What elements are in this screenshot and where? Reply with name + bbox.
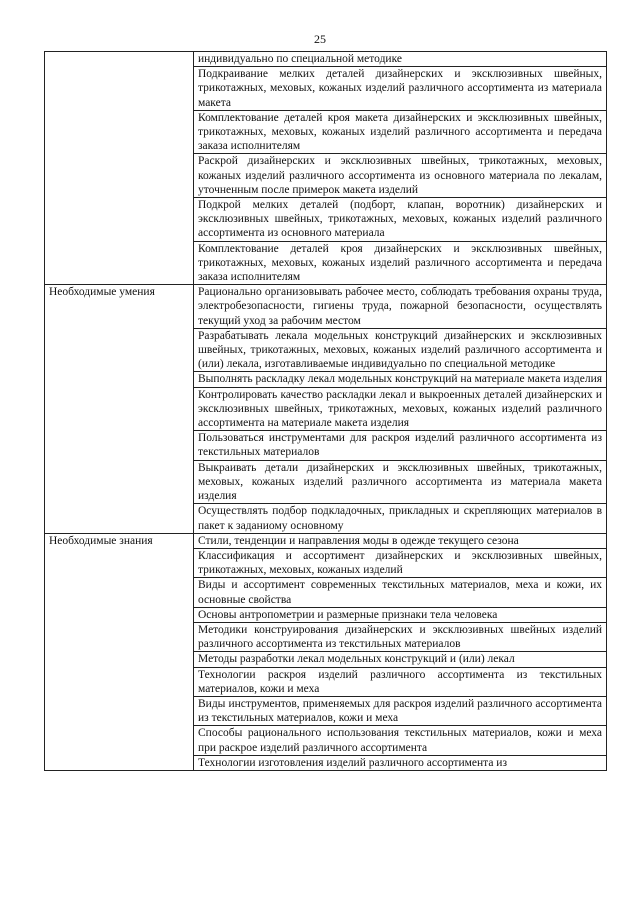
table-row bbox=[45, 52, 607, 67]
requirement-text: Осуществлять подбор подкладочных, прикладных и скрепляющих материалов в пакет к заданиому основному bbox=[198, 505, 602, 532]
requirement-cell bbox=[194, 533, 607, 548]
requirements-table bbox=[44, 51, 607, 771]
requirement-text: Методики конструирования дизайнерских и эксклюзивных швейных изделий различного ассортимента из текстильных материалов bbox=[198, 623, 602, 651]
requirement-cell bbox=[194, 460, 607, 504]
page-number: 25 bbox=[314, 32, 326, 46]
table-row bbox=[45, 285, 607, 329]
requirement-cell bbox=[194, 622, 607, 651]
requirement-text: Виды и ассортимент современных текстильных материалов, меха и кожи, их основные свойства bbox=[198, 579, 602, 606]
requirement-cell bbox=[194, 110, 607, 154]
requirement-text: Стили, тенденции и направления моды в одежде текущего сезона bbox=[198, 534, 519, 547]
requirement-cell bbox=[194, 578, 607, 607]
requirements-table-body bbox=[45, 52, 607, 771]
requirement-cell bbox=[194, 548, 607, 577]
section-label: Необходимые знания bbox=[45, 533, 194, 770]
requirement-cell bbox=[194, 52, 607, 67]
section-label bbox=[45, 52, 194, 285]
requirement-cell bbox=[194, 431, 607, 460]
requirement-text: Раскрой дизайнерских и эксклюзивных швейных, трикотажных, меховых, кожаных изделий различного ассортимента из основного материала по лекалам, уточненным после примерок макета изделий bbox=[198, 155, 602, 196]
section-label: Необходимые умения bbox=[45, 285, 194, 533]
requirement-cell bbox=[194, 726, 607, 755]
requirement-cell bbox=[194, 154, 607, 198]
requirement-text: Комплектование деталей кроя дизайнерских и эксклюзивных швейных, трикотажных, меховых, кожаных изделий различного ассортимента и передача заказа исполнителям bbox=[198, 242, 602, 284]
requirement-cell bbox=[194, 241, 607, 285]
requirement-text: Контролировать качество раскладки лекал и выкроенных деталей дизайнерских и эксклюзивных швейных, трикотажных, меховых, кожаных изделий различного ассортимента на материале макета изделия bbox=[198, 388, 602, 430]
requirement-text: Подкрой мелких деталей (подборт, клапан, воротник) дизайнерских и эксклюзивных швейных, трикотажных, меховых, кожаных изделий различного ассортимента из основного материала bbox=[198, 199, 602, 240]
requirement-cell bbox=[194, 696, 607, 725]
requirement-cell bbox=[194, 372, 607, 387]
requirement-text: индивидуально по специальной методике bbox=[198, 53, 402, 65]
requirement-cell bbox=[194, 607, 607, 622]
requirement-text: Способы рационального использования текстильных материалов, кожи и меха при раскрое изделий различного ассортимента bbox=[198, 727, 602, 754]
requirement-cell bbox=[194, 387, 607, 431]
requirement-cell bbox=[194, 504, 607, 533]
requirement-text: Технологии изготовления изделий различного ассортимента из bbox=[198, 756, 507, 769]
requirement-text: Методы разработки лекал модельных конструкций и (или) лекал bbox=[198, 653, 515, 666]
requirement-cell bbox=[194, 652, 607, 667]
requirement-cell bbox=[194, 67, 607, 111]
requirement-cell bbox=[194, 198, 607, 242]
requirement-cell bbox=[194, 755, 607, 770]
requirement-text: Разрабатывать лекала модельных конструкций дизайнерских и эксклюзивных швейных, трикотажных, меховых, кожаных изделий различного ассортимента и (или) лекала, изготавливаемые индивидуально по специальной методике bbox=[198, 329, 602, 371]
requirement-cell bbox=[194, 328, 607, 372]
table-row bbox=[45, 533, 607, 548]
requirement-text: Подкраивание мелких деталей дизайнерских и эксклюзивных швейных, трикотажных, меховых, кожаных изделий различного ассортимента из материала макета bbox=[198, 68, 602, 109]
requirement-cell bbox=[194, 667, 607, 696]
requirement-text: Рационально организовывать рабочее место, соблюдать требования охраны труда, электробезопасности, гигиены труда, пожарной безопасности, осуществлять текущий уход за рабочим местом bbox=[198, 286, 602, 327]
requirement-text: Классификация и ассортимент дизайнерских и эксклюзивных швейных, трикотажных, меховых, кожаных изделий bbox=[198, 549, 602, 577]
requirement-text: Комплектование деталей кроя макета дизайнерских и эксклюзивных швейных, трикотажных, меховых, кожаных изделий различного ассортимента и передача заказа исполнителям bbox=[198, 111, 602, 153]
requirement-text: Пользоваться инструментами для раскроя изделий различного ассортимента из текстильных материалов bbox=[198, 432, 602, 459]
requirement-text: Виды инструментов, применяемых для раскроя изделий различного ассортимента из текстильных материалов, кожи и меха bbox=[198, 697, 602, 725]
requirement-text: Выполнять раскладку лекал модельных конструкций на материале макета изделия bbox=[198, 373, 603, 386]
requirement-cell bbox=[194, 285, 607, 329]
requirement-text: Технологии раскроя изделий различного ассортимента из текстильных материалов, кожи и меха bbox=[198, 668, 602, 695]
requirement-text: Выкраивать детали дизайнерских и эксклюзивных швейных, трикотажных, меховых, кожаных изделий различного ассортимента из материала макета изделия bbox=[198, 461, 602, 503]
requirement-text: Основы антропометрии и размерные признаки тела человека bbox=[198, 608, 498, 621]
